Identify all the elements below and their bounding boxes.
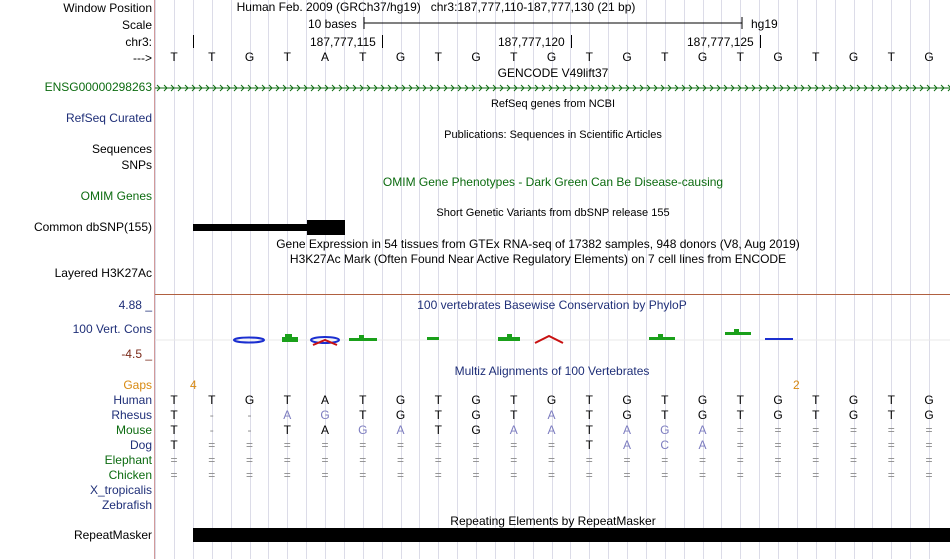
sequence-base: G (773, 50, 783, 64)
sequence-base: G (848, 50, 859, 64)
chr-label: chr3: (125, 35, 152, 49)
position-text: chr3:187,777,110-187,777,130 (21 bp) (430, 0, 636, 14)
alignment-base: = (585, 468, 593, 482)
alignment-base: A (698, 438, 707, 452)
alignment-base: = (736, 438, 744, 452)
alignment-base: = (359, 438, 367, 452)
alignment-base: A (622, 438, 631, 452)
alignment-base: = (887, 423, 895, 437)
alignment-base: G (546, 393, 557, 407)
alignment-base: G (395, 393, 406, 407)
scale-bar (361, 15, 745, 31)
alignment-base: G (622, 408, 632, 422)
alignment-base: = (812, 453, 820, 467)
alignment-base: = (396, 453, 404, 467)
cons-label[interactable]: 100 Vert. Cons (72, 322, 152, 336)
alignment-base: = (774, 468, 782, 482)
alignment-base: T (585, 423, 593, 437)
sequence-base: G (697, 50, 708, 64)
alignment-base: = (283, 438, 291, 452)
alignment-base: = (698, 453, 706, 467)
omim-track-title: OMIM Gene Phenotypes - Dark Green Can Be Disease-causing (382, 175, 724, 189)
genome-browser-image[interactable] (155, 0, 950, 559)
gaps-label: Gaps (123, 378, 152, 392)
alignment-base: = (661, 453, 669, 467)
alignment-base: T (585, 408, 593, 422)
alignment-base: T (170, 408, 178, 422)
alignment-base: T (170, 438, 178, 452)
omim-label[interactable]: OMIM Genes (80, 189, 152, 203)
species-label-rhesus: Rhesus (111, 408, 152, 422)
alignment-base: A (509, 423, 518, 437)
alignment-base: T (434, 423, 442, 437)
ruler-tick-3 (760, 35, 761, 48)
alignment-base: = (812, 423, 820, 437)
alignment-base: = (510, 438, 518, 452)
sequence-base: T (887, 50, 895, 64)
alignment-base: T (170, 393, 178, 407)
alignment-base: G (244, 393, 255, 407)
gencode-gene-label[interactable]: ENSG00000298263 (44, 80, 152, 94)
species-label-xtropicalis: X_tropicalis (89, 483, 152, 497)
species-label-zebrafish: Zebrafish (101, 498, 152, 512)
alignment-base: G (471, 408, 481, 422)
species-label-mouse: Mouse (115, 423, 152, 437)
alignment-base: = (849, 438, 857, 452)
sequence-base: T (208, 50, 216, 64)
alignment-base: T (585, 393, 593, 407)
alignment-base: = (925, 438, 933, 452)
sequence-base: T (283, 50, 291, 64)
alignment-base: = (472, 453, 480, 467)
alignment-base: G (660, 423, 670, 437)
alignment-base: G (924, 393, 934, 407)
gencode-track-title: GENCODE V49lift37 (497, 66, 609, 80)
alignment-base: = (434, 438, 442, 452)
alignment-base: = (661, 468, 669, 482)
alignment-base: = (434, 468, 442, 482)
alignment-base: G (924, 408, 934, 422)
alignment-base: = (170, 453, 178, 467)
snps-label[interactable]: SNPs (121, 158, 152, 172)
alignment-base: = (321, 438, 329, 452)
alignment-base: = (774, 423, 782, 437)
cons-max-label: 4.88 _ (118, 298, 152, 312)
alignment-base: T (661, 393, 669, 407)
hg-label: hg19 (751, 17, 778, 31)
assembly-title: Human Feb. 2009 (GRCh37/hg19) (236, 0, 421, 14)
alignment-base: G (622, 393, 632, 407)
alignment-base: = (623, 453, 631, 467)
alignment-base: = (887, 453, 895, 467)
alignment-base: = (510, 453, 518, 467)
alignment-base: - (209, 423, 214, 437)
phylop-conservation-plot[interactable] (155, 326, 950, 350)
alignment-base: - (247, 408, 252, 422)
alignment-base: = (887, 468, 895, 482)
cons-min-label: -4.5 _ (121, 347, 152, 361)
sequence-base: G (244, 50, 255, 64)
sequence-base: T (585, 50, 593, 64)
alignment-base: G (471, 393, 481, 407)
alignment-base: = (472, 468, 480, 482)
alignment-base: = (170, 468, 178, 482)
ruler-tick-label-2: 187,777,120 (498, 35, 565, 49)
alignment-base: G (697, 393, 708, 407)
alignment-base: A (283, 408, 292, 422)
sequence-base: T (170, 50, 178, 64)
alignment-base: = (774, 438, 782, 452)
alignment-base: G (773, 393, 783, 407)
ruler-tick-label-1: 187,777,115 (310, 35, 376, 49)
sequence-base: G (546, 50, 557, 64)
ruler-tick-2 (571, 35, 572, 48)
alignment-base: G (773, 408, 783, 422)
alignment-base: = (925, 453, 933, 467)
species-label-human: Human (113, 393, 152, 407)
alignment-base: = (849, 423, 857, 437)
alignment-base: = (887, 438, 895, 452)
alignment-base: G (697, 408, 708, 422)
alignment-base: = (245, 453, 253, 467)
alignment-base: A (547, 408, 556, 422)
alignment-base: = (925, 423, 933, 437)
sequence-base: A (320, 50, 329, 64)
alignment-base: = (925, 468, 933, 482)
sequence-base: T (510, 50, 518, 64)
sequence-base: G (471, 50, 481, 64)
dbsnp-track-title: Short Genetic Variants from dbSNP release 155 (436, 207, 670, 219)
sequence-base: T (359, 50, 367, 64)
alignment-base: = (283, 468, 291, 482)
dbsnp-feature-thin[interactable] (193, 224, 308, 231)
alignment-base: G (358, 423, 368, 437)
sequence-base: G (622, 50, 632, 64)
alignment-base: G (848, 408, 859, 422)
alignment-base: = (208, 468, 216, 482)
repeatmasker-track-title: Repeating Elements by RepeatMasker (450, 514, 656, 528)
repeatmasker-feature[interactable] (193, 528, 950, 542)
alignment-base: = (396, 438, 404, 452)
alignment-base: T (887, 408, 895, 422)
alignment-base: = (245, 438, 253, 452)
alignment-base: T (510, 393, 518, 407)
alignment-base: G (471, 423, 481, 437)
alignment-base: T (434, 408, 442, 422)
alignment-base: T (812, 408, 820, 422)
sequence-base: G (395, 50, 406, 64)
alignment-base: = (774, 453, 782, 467)
alignment-base: T (283, 423, 291, 437)
scale-label: Scale (121, 18, 152, 32)
alignment-base: G (848, 393, 859, 407)
alignment-base: = (208, 453, 216, 467)
alignment-base: T (585, 438, 593, 452)
repeatmasker-label[interactable]: RepeatMasker (73, 528, 152, 542)
alignment-base: = (321, 453, 329, 467)
alignment-base: T (887, 393, 895, 407)
alignment-base: A (698, 423, 707, 437)
window-position-label: Window Position (63, 1, 152, 15)
alignment-base: A (320, 393, 329, 407)
alignment-base: = (736, 423, 744, 437)
dbsnp-label[interactable]: Common dbSNP(155) (33, 220, 152, 234)
alignment-base: C (660, 438, 670, 452)
sequence-base: T (661, 50, 669, 64)
header-line (237, 0, 636, 14)
alignment-base: = (736, 453, 744, 467)
species-label-elephant: Elephant (104, 453, 152, 467)
phylop-track-title: 100 vertebrates Basewise Conservation by PhyloP (417, 298, 687, 312)
alignment-base: = (510, 468, 518, 482)
dbsnp-feature-thick[interactable] (307, 220, 345, 235)
alignment-base: = (245, 468, 253, 482)
alignment-base: = (736, 468, 744, 482)
alignment-base: = (547, 453, 555, 467)
sequences-label[interactable]: Sequences (91, 142, 152, 156)
alignment-base: = (547, 468, 555, 482)
sequence-base: T (434, 50, 442, 64)
alignment-base: T (661, 408, 669, 422)
alignment-base: T (812, 393, 820, 407)
gencode-gene-feature[interactable] (155, 82, 950, 94)
alignment-base: - (247, 423, 252, 437)
publications-track-title: Publications: Sequences in Scientific Articles (444, 129, 662, 141)
alignment-base: = (359, 453, 367, 467)
multiz-track-title: Multiz Alignments of 100 Vertebrates (454, 364, 650, 378)
alignment-base: = (623, 468, 631, 482)
alignment-base: = (812, 468, 820, 482)
strand-arrow-label: ---> (133, 51, 152, 65)
alignment-base: - (209, 408, 214, 422)
alignment-base: = (472, 438, 480, 452)
alignment-base: = (698, 468, 706, 482)
alignment-base: G (320, 408, 330, 422)
ruler-tick-start (193, 35, 194, 48)
alignment-base: A (622, 423, 631, 437)
alignment-base: G (395, 408, 406, 422)
gap-count-1: 4 (190, 378, 197, 392)
scale-text: 10 bases (308, 17, 357, 31)
species-label-chicken: Chicken (108, 468, 152, 482)
alignment-base: A (320, 423, 329, 437)
track-separator (155, 294, 950, 295)
gtex-track-title: Gene Expression in 54 tissues from GTEx RNA-seq of 17382 samples, 948 donors (V8, Aug 2019) (276, 237, 800, 251)
alignment-base: T (434, 393, 442, 407)
alignment-base: T (359, 408, 367, 422)
sequence-base: G (924, 50, 934, 64)
alignment-base: = (396, 468, 404, 482)
alignment-base: = (283, 453, 291, 467)
sequence-base: T (812, 50, 820, 64)
alignment-base: T (510, 408, 518, 422)
alignment-base: = (321, 468, 329, 482)
alignment-base: = (547, 438, 555, 452)
refseq-track-title: RefSeq genes from NCBI (490, 98, 616, 110)
alignment-base: A (547, 423, 556, 437)
alignment-base: = (359, 468, 367, 482)
ruler-tick-1 (382, 35, 383, 48)
h3k27ac-label[interactable]: Layered H3K27Ac (54, 266, 152, 280)
alignment-base: T (208, 393, 216, 407)
ruler-tick-label-3: 187,777,125 (687, 35, 754, 49)
alignment-base: = (585, 453, 593, 467)
species-label-dog: Dog (129, 438, 152, 452)
alignment-base: T (359, 393, 367, 407)
alignment-base: A (396, 423, 405, 437)
sequence-base: T (736, 50, 744, 64)
h3k27ac-track-title: H3K27Ac Mark (Often Found Near Active Regulatory Elements) on 7 cell lines from ENCODE (289, 252, 787, 266)
alignment-base: = (434, 453, 442, 467)
refseq-label[interactable]: RefSeq Curated (65, 111, 152, 125)
alignment-base: = (208, 438, 216, 452)
alignment-base: T (736, 408, 744, 422)
alignment-base: = (812, 438, 820, 452)
alignment-base: T (170, 423, 178, 437)
alignment-base: T (283, 393, 291, 407)
track-labels (0, 0, 154, 559)
alignment-base: = (849, 453, 857, 467)
alignment-base: = (849, 468, 857, 482)
gap-count-2: 2 (793, 378, 800, 392)
alignment-base: T (736, 393, 744, 407)
